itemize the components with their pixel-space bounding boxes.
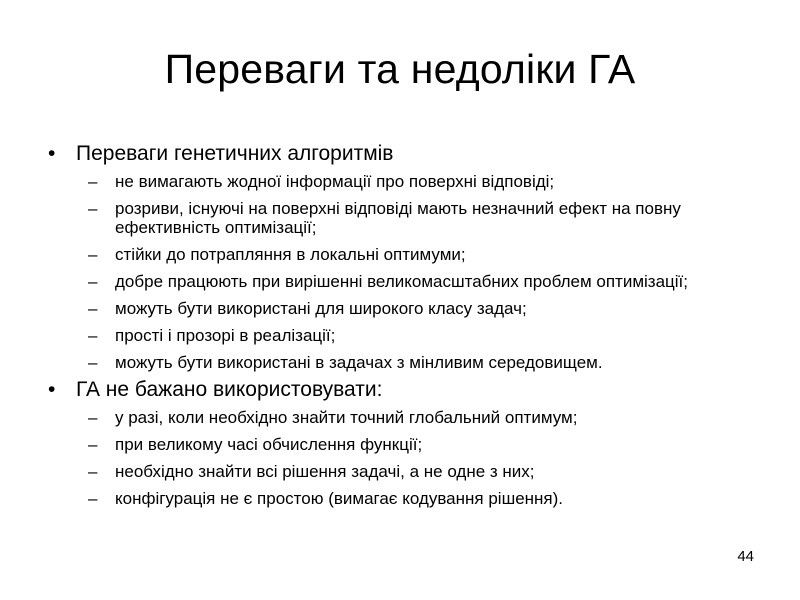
section-heading: ГА не бажано використовувати:: [76, 378, 383, 401]
dash-marker: –: [88, 408, 98, 427]
dash-marker: –: [88, 299, 98, 318]
list-item: – у разі, коли необхідно знайти точний глобальний оптимум;: [88, 408, 578, 427]
dash-marker: –: [88, 272, 98, 291]
dash-marker: –: [88, 326, 98, 345]
dash-marker: –: [88, 245, 98, 264]
slide-content: [48, 142, 768, 514]
bullet-advantages: [48, 142, 768, 166]
section-heading: Переваги генетичних алгоритмів: [76, 142, 394, 165]
section-not-recommended: [48, 378, 768, 508]
section-advantages: [48, 142, 768, 372]
list-item: – можуть бути використані в задачах з мінливим середовищем.: [88, 353, 603, 372]
list-item: – необхідно знайти всі рішення задачі, а не одне з них;: [88, 462, 535, 481]
slide-title: Переваги та недоліки ГА: [164, 46, 636, 92]
list-item: – не вимагають жодної інформації про поверхні відповіді;: [88, 172, 555, 191]
dash-marker: –: [88, 489, 98, 508]
dash-marker: –: [88, 353, 98, 372]
advantages-list: [88, 172, 768, 372]
dash-marker: –: [88, 172, 98, 191]
bullet-not-recommended: [48, 378, 768, 402]
list-item: – при великому часі обчислення функції;: [88, 435, 423, 454]
list-item: – конфігурація не є простою (вимагає кодування рішення).: [88, 489, 564, 508]
list-item: – стійки до потрапляння в локальні оптимуми;: [88, 245, 466, 264]
bullet-dot: •: [48, 378, 56, 401]
list-item: – можуть бути використані для широкого класу задач;: [88, 299, 527, 318]
list-item: – прості і прозорі в реалізації;: [88, 326, 336, 345]
page-number: 44: [737, 548, 754, 565]
list-item: – добре працюють при вирішенні великомасштабних проблем оптимізації;: [88, 272, 688, 291]
dash-marker: –: [88, 435, 98, 454]
list-item: – розриви, існуючі на поверхні відповіді мають незначний ефект на повну ефективність оптимізації;: [88, 199, 681, 237]
not-recommended-list: [88, 408, 768, 508]
dash-marker: –: [88, 462, 98, 481]
bullet-dot: •: [48, 142, 56, 165]
dash-marker: –: [88, 199, 98, 218]
